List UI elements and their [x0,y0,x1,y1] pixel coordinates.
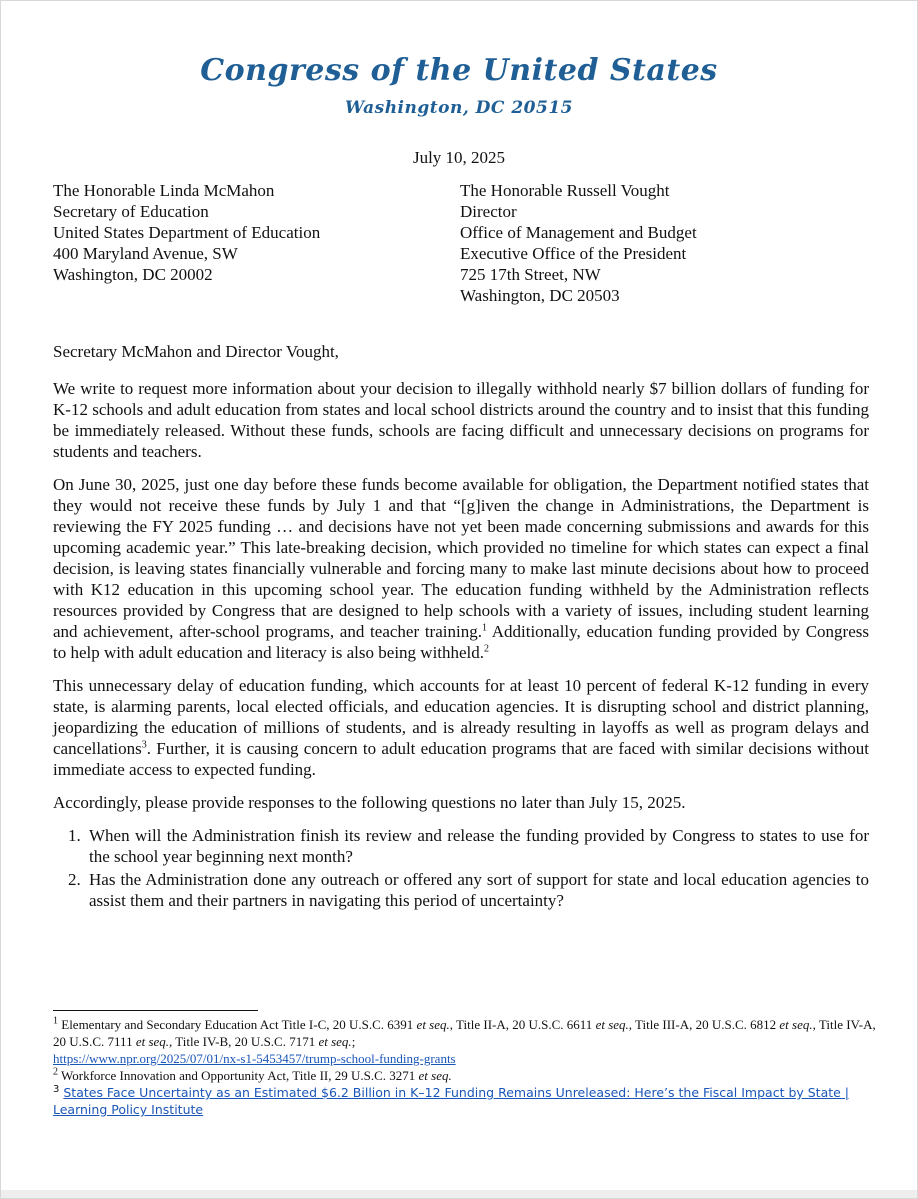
footnote-italic: et seq. [416,1017,450,1032]
footnote-ref-3[interactable]: 3 [141,739,147,751]
paragraph-3-text-b: . Further, it is causing concern to adult education programs that are faced with similar decisions without immediate access to expected funding. [53,739,869,779]
footnote-number: 3 [53,1083,60,1095]
footnote-text: Elementary and Secondary Education Act Title I-C, 20 U.S.C. 6391 [58,1017,417,1032]
footnote-number: 2 [53,1066,58,1078]
footnote-italic: et seq. [318,1034,352,1049]
recipient-line: The Honorable Russell Vought [460,181,670,200]
paragraph-3-text-a: This unnecessary delay of education funding, which accounts for at least 10 percent of federal K-12 funding in every state, is alarming parents, local elected officials, and education agencies. It is disrupting school and district planning, jeopardizing the education of millions of students, and is already resulting in layoffs as well as program delays and cancellations [53,676,869,758]
recipient-line: The Honorable Linda McMahon [53,181,275,200]
footnote-ref-1[interactable]: 1 [481,622,487,634]
recipient-line: Washington, DC 20503 [460,286,620,305]
footnote-italic: et seq. [779,1017,813,1032]
recipient-line: Secretary of Education [53,202,209,221]
letter-date: July 10, 2025 [412,148,506,167]
letterhead-title: Congress of the United States [200,53,718,88]
recipient-line: United States Department of Education [53,223,321,242]
paragraph-4: Accordingly, please provide responses to the following questions no later than July 15, 2025. [53,793,686,812]
footnote-text: , Title III-A, 20 U.S.C. 6812 [628,1017,780,1032]
recipient-line: Washington, DC 20002 [53,265,213,284]
recipient-block-left [53,180,433,285]
footnote-italic: et seq. [595,1017,629,1032]
footnote-text: , Title IV-B, 20 U.S.C. 7171 [169,1034,319,1049]
paragraph-1: We write to request more information about your decision to illegally withhold nearly $7 billion dollars of funding for K-12 schools and adult education from states and local school districts around the country and to insist that this funding be immediately released. Without these funds, schools are facing difficult and unnecessary decisions on programs for students and teachers. [53,379,869,461]
recipient-block-right [460,180,880,306]
footnote-1-link[interactable]: https://www.npr.org/2025/07/01/nx-s1-5453457/trump-school-funding-grants [53,1051,456,1066]
footnotes [53,1016,879,1118]
page-bottom-edge [1,1190,917,1198]
footnote-text: ; [351,1034,356,1049]
footnote-text: , Title II-A, 20 U.S.C. 6611 [449,1017,596,1032]
footnote-divider [53,1010,258,1011]
footnote-text: Workforce Innovation and Opportunity Act, Title II, 29 U.S.C. 3271 [58,1068,419,1083]
paragraph-2 [53,474,869,663]
questions-list [53,825,869,911]
footnote-italic: et seq. [135,1034,170,1049]
footnote-italic: et seq. [418,1068,452,1083]
recipient-line: Office of Management and Budget [460,223,697,242]
question-item: 1. When will the Administration finish its review and release the funding provided by Congress to states to use for the school year beginning next month? [85,825,869,867]
recipient-line: 725 17th Street, NW [460,265,601,284]
footnote-number: 1 [53,1015,58,1027]
recipient-line: 400 Maryland Avenue, SW [53,244,238,263]
footnote-3-link[interactable]: States Face Uncertainty as an Estimated $6.2 Billion in K–12 Funding Remains Unreleased: Here’s the Fiscal Impact by State | Learning Policy Institute [53,1085,850,1117]
paragraph-2-text-a: On June 30, 2025, just one day before these funds become available for obligation, the Department notified states that they would not receive these funds by July 1 and that “[g]iven the change in Administrations, the Department is reviewing the FY 2025 funding … and decisions have not yet been made concerning submissions and awards for this upcoming academic year.” This late-breaking decision, which provided no timeline for which states can expect a final decision, is leaving states financially vulnerable and forcing many to make last minute decisions about how to proceed with K12 education in this upcoming school year. The education funding withheld by the Administration reflects resources provided by Congress that are designed to help schools with a variety of issues, including student learning and achievement, after-school programs, and teacher training. [53,475,869,641]
paragraph-2-text-b: Additionally, education funding provided by Congress to help with adult education and literacy is also being withheld. [53,622,869,662]
footnote-1 [53,1016,879,1067]
footnote-text: , Title IV-A, 20 U.S.C. 7111 [53,1017,876,1049]
letterhead-subtitle: Washington, DC 20515 [345,98,573,118]
recipient-line: Executive Office of the President [460,244,687,263]
recipient-line: Director [460,202,517,221]
paragraph-3 [53,675,869,780]
question-item: 2. Has the Administration done any outreach or offered any sort of support for state and local education agencies to assist them and their partners in navigating this period of uncertainty? [85,869,869,911]
footnote-2 [53,1067,879,1084]
footnote-ref-2[interactable]: 2 [484,643,490,655]
footnote-3 [53,1084,879,1118]
salutation: Secretary McMahon and Director Vought, [53,342,339,361]
letter-body [53,341,869,913]
